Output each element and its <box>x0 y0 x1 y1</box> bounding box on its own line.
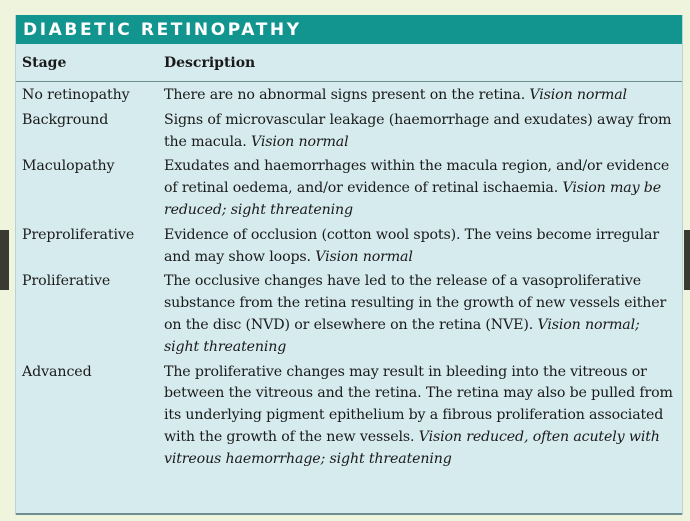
description-cell <box>164 271 682 358</box>
stage-cell: No retinopathy <box>22 87 130 103</box>
vision-note: Vision may be reduced; sight threatening <box>164 180 661 218</box>
table-row <box>16 110 682 154</box>
stage-cell: Advanced <box>22 363 92 380</box>
table-header-row <box>16 44 682 82</box>
description-text: The proliferative changes may result in bleeding into the vitreous or between the vitreous and the retina. The retina may also be pulled from its underlying pigment epithelium by a fibrous proliferation associated with the growth of the new vessels. <box>164 363 673 445</box>
stage-cell: Proliferative <box>22 273 111 290</box>
description-cell <box>164 362 682 471</box>
vision-note: Vision normal <box>315 248 413 265</box>
description-text: There are no abnormal signs present on the retina. <box>164 87 530 103</box>
vision-note: Vision normal <box>250 133 349 150</box>
title-bar <box>16 15 682 44</box>
description-text: Evidence of occlusion (cotton wool spots). The veins become irregular and may show loops. <box>164 226 659 265</box>
stage-cell: Maculopathy <box>22 158 115 175</box>
description-text: Exudates and haemorrhages within the macula region, and/or evidence of retinal oedema, and/or evidence of retinal ischaemia. <box>164 158 670 197</box>
retinopathy-table-card <box>15 15 683 515</box>
stage-cell: Background <box>22 111 109 128</box>
table-row <box>16 362 682 471</box>
header-description: Description <box>164 54 256 71</box>
description-cell <box>164 85 682 107</box>
table-row <box>16 225 682 269</box>
bottom-rule <box>16 513 682 515</box>
vision-note: Vision reduced, often acutely with vitreous haemorrhage; sight threatening <box>164 428 660 467</box>
stage-cell: Preproliferative <box>22 226 135 243</box>
left-edge-tab <box>0 230 9 290</box>
description-text: Signs of microvascular leakage (haemorrhage and exudates) away from the macula. <box>164 111 672 150</box>
table-row <box>16 156 682 221</box>
table-row <box>16 271 682 358</box>
vision-note: Vision normal <box>529 87 627 103</box>
description-cell <box>164 110 682 154</box>
description-cell <box>164 225 682 269</box>
header-stage: Stage <box>22 54 67 71</box>
table-title: DIABETIC RETINOPATHY <box>23 19 302 40</box>
vision-note: Vision normal; sight threatening <box>164 316 640 355</box>
description-cell <box>164 156 682 221</box>
right-edge-tab <box>684 230 690 290</box>
table-body <box>16 82 682 471</box>
table-row <box>16 85 682 107</box>
description-text: The occlusive changes have led to the release of a vasoproliferative substance from the retina resulting in the growth of new vessels either on the disc (NVD) or elsewhere on the retina (NVE). <box>164 273 667 333</box>
